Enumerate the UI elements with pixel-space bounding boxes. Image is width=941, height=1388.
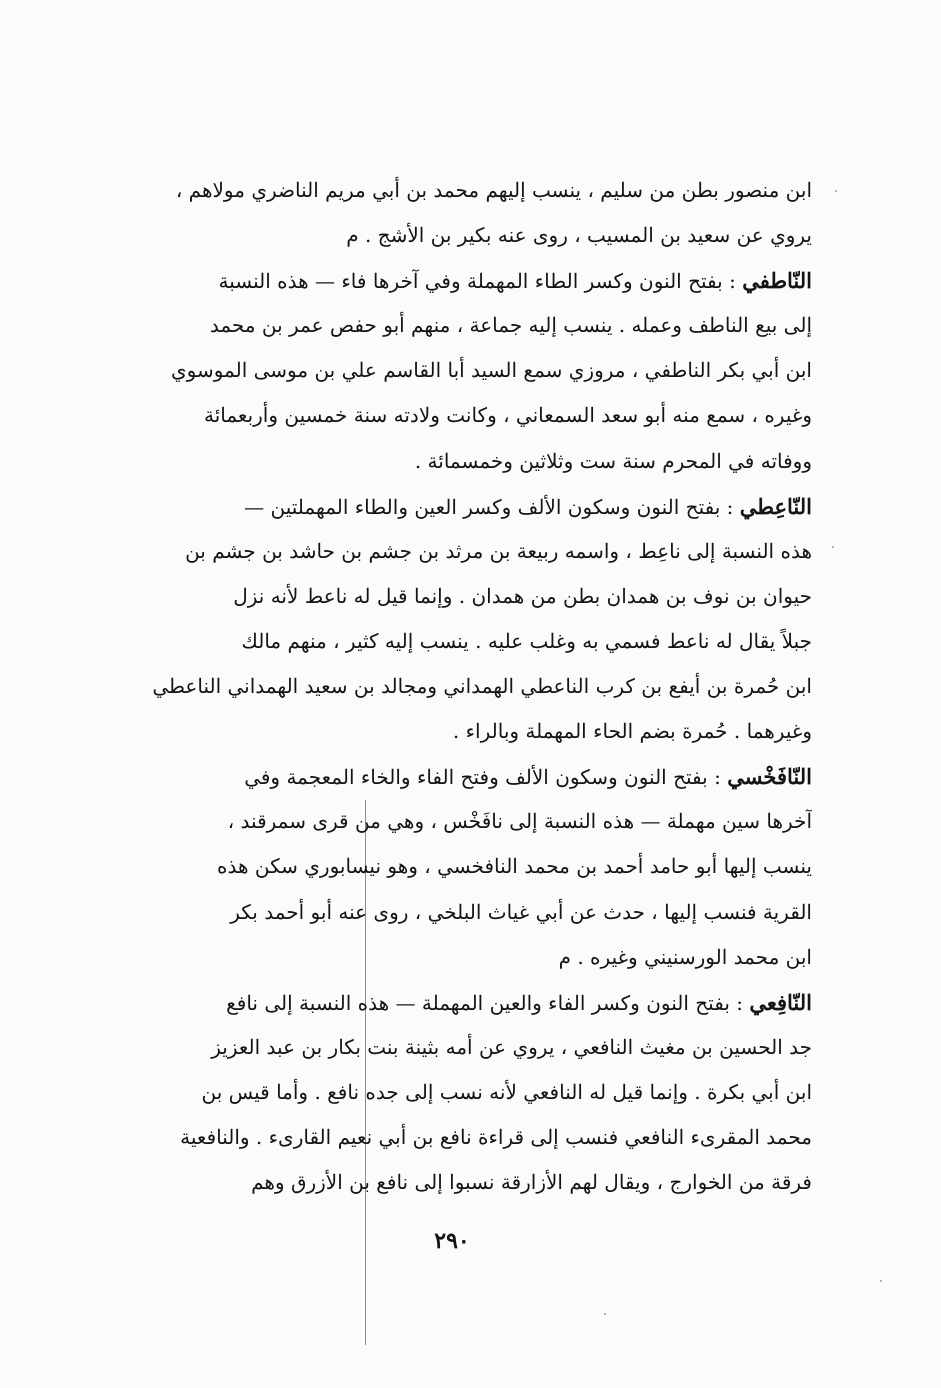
entry-first-line xyxy=(118,754,812,799)
entry-definition-start: : بفتح النون وكسر الطاء المهملة وفي آخرها فاء — هذه النسبة xyxy=(218,269,743,294)
text-line: جد الحسين بن مغيث النافعي ، يروي عن أمه بثينة بنت بكار بن عبد العزيز xyxy=(211,1034,812,1059)
page-number: ٢٩٠ xyxy=(434,1228,470,1254)
entry-definition-start: : بفتح النون وسكون الألف وكسر العين والطاء المهملتين — xyxy=(244,494,740,519)
text-line: ابن حُمرة بن أيفع بن كرب الناعطي الهمداني ومجالد بن سعيد الهمداني الناعطي xyxy=(152,674,812,699)
scan-speck xyxy=(880,1280,882,1282)
scan-speck xyxy=(604,1313,606,1315)
text-line: ابن أبي بكرة . وإنما قيل له النافعي لأنه نسب إلى جده نافع . وأما قيس بن xyxy=(201,1079,812,1104)
entry-definition-start: : بفتح النون وكسر الفاء والعين المهملة — هذه النسبة إلى نافع xyxy=(226,990,750,1015)
text-line: ابن منصور بطن من سليم ، ينسب إليهم محمد بن أبي مريم الناضري مولاهم ، xyxy=(175,178,812,202)
text-line: فرقة من الخوارج ، ويقال لهم الأزارقة نسبوا إلى نافع بن الأزرق وهم xyxy=(251,1170,812,1195)
entry-first-line xyxy=(118,980,812,1025)
text-line: ووفاته في المحرم سنة ست وثلاثين وخمسمائة . xyxy=(414,448,812,473)
text-line: هذه النسبة إلى ناعِط ، واسمه ربيعة بن مرثد بن جشم بن حاشد بن جشم بن xyxy=(185,538,812,563)
main-text xyxy=(118,168,812,1205)
entry-headword: النّافِعي xyxy=(749,989,812,1015)
text-line: ابن محمد الورسنيني وغيره . م xyxy=(558,944,812,969)
scan-speck xyxy=(832,546,834,548)
text-line: وغيرهما . حُمرة بضم الحاء المهملة وبالراء . xyxy=(452,719,812,744)
text-line: ابن أبي بكر الناطفي ، مروزي سمع السيد أبا القاسم علي بن موسى الموسوي xyxy=(170,358,812,383)
entry-first-line xyxy=(118,484,812,529)
entry-headword: النّاعِطي xyxy=(739,493,812,519)
entry-headword: النّافَخْسي xyxy=(727,764,812,790)
text-line: حيوان بن نوف بن همدان بطن من همدان . وإنما قيل له ناعط لأنه نزل xyxy=(233,583,812,608)
entry-headword: النّاطفي xyxy=(742,268,812,294)
entry-definition-start: : بفتح النون وسكون الألف وفتح الفاء والخاء المعجمة وفي xyxy=(244,765,728,790)
text-line: إلى بيع الناطف وعمله . ينسب إليه جماعة ، منهم أبو حفص عمر بن محمد xyxy=(209,313,812,338)
entry-first-line xyxy=(118,258,812,303)
text-line: جبلاً يقال له ناعط فسمي به وغلب عليه . ينسب إليه كثير ، منهم مالك xyxy=(241,628,812,653)
text-line: آخرها سين مهملة — هذه النسبة إلى نافَخْس ، وهي من قرى سمرقند ، xyxy=(227,809,812,834)
text-line: محمد المقرىء النافعي فنسب إلى قراءة نافع بن أبي نعيم القارىء . والنافعية xyxy=(180,1124,812,1149)
text-line: وغيره ، سمع منه أبو سعد السمعاني ، وكانت ولادته سنة خمسين وأربعمائة xyxy=(203,403,812,428)
text-line: القرية فنسب إليها ، حدث عن أبي غياث البلخي ، روى عنه أبو أحمد بكر xyxy=(230,899,812,924)
scan-speck xyxy=(835,190,837,192)
text-line: ينسب إليها أبو حامد أحمد بن محمد النافخسي ، وهو نيسابوري سكن هذه xyxy=(217,854,812,879)
text-line: يروي عن سعيد بن المسيب ، روى عنه بكير بن الأشج . م xyxy=(346,223,812,248)
